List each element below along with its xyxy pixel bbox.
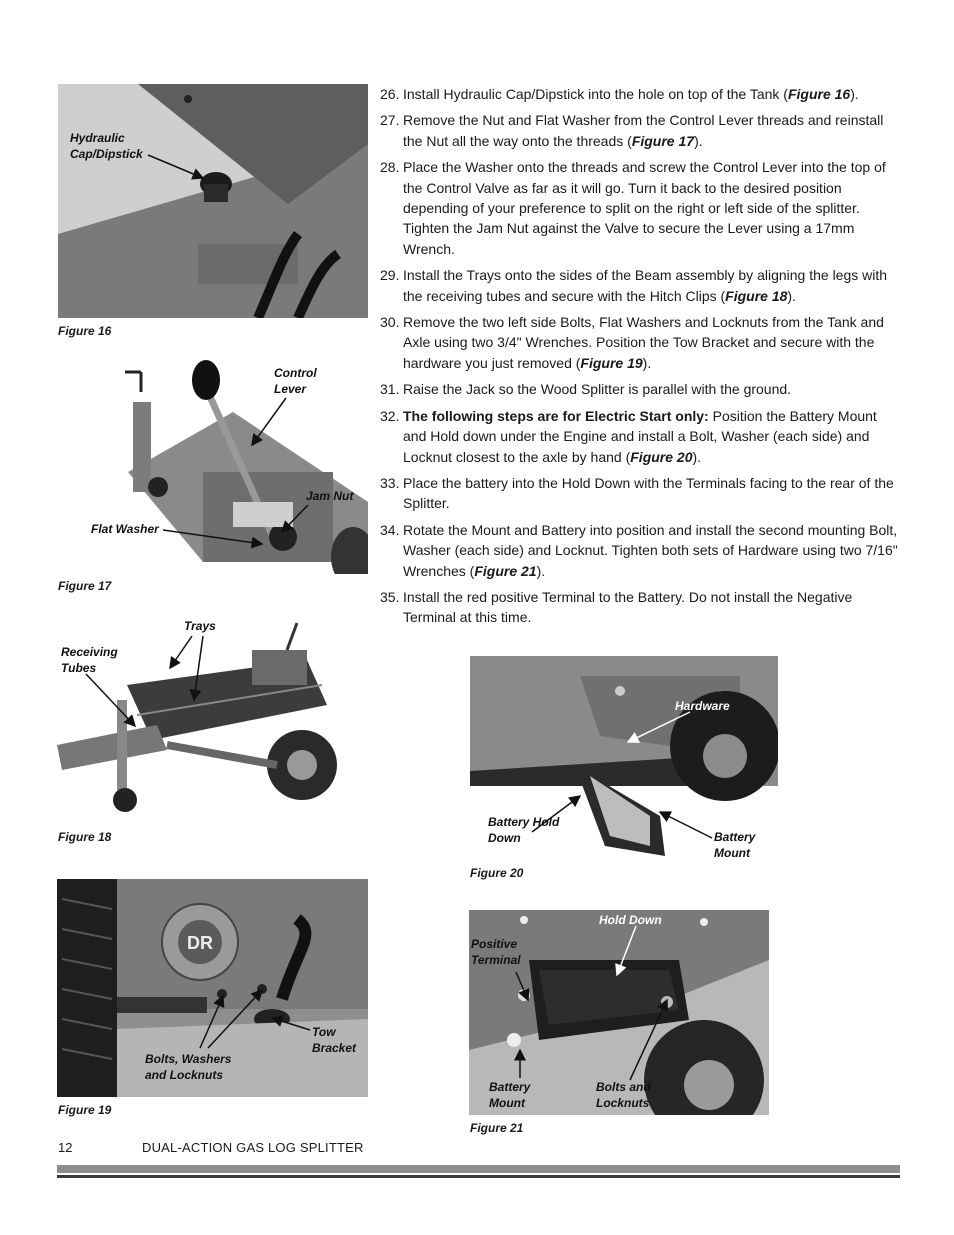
step-number: 27. — [380, 112, 400, 129]
step-number: 31. — [380, 381, 400, 398]
figure-16-caption: Figure 16 — [58, 324, 112, 338]
figure-20-caption: Figure 20 — [470, 866, 524, 880]
step-text: ). — [787, 287, 796, 304]
control-lever-illustration — [113, 352, 368, 574]
step-text: Position the Battery Mount and Hold down under the Engine and install a Bolt, Washer (each side) and Locknut closest to the axle by hand ( — [403, 407, 877, 465]
label-flat-washer: Flat Washer — [91, 522, 159, 536]
step-text: Place the battery into the Hold Down with the Terminals facing to the rear of the Splitter. — [403, 474, 894, 512]
step-number: 29. — [380, 267, 400, 284]
instruction-step — [380, 379, 900, 399]
figure-reference: Figure 18 — [725, 287, 788, 304]
label-battery-hold-down: Battery Hold Down — [488, 815, 560, 845]
step-number: 35. — [380, 588, 400, 605]
footer-rule — [57, 1165, 900, 1173]
label-positive-terminal: Positive Terminal — [471, 937, 521, 967]
step-number: 30. — [380, 314, 400, 331]
footer-rule-dark — [57, 1175, 900, 1178]
step-text: Install the Trays onto the sides of the Beam assembly by aligning the legs with the receiving tubes and secure with the Hitch Clips ( — [403, 267, 888, 304]
figure-19-caption: Figure 19 — [58, 1103, 112, 1117]
step-number: 32. — [380, 407, 400, 424]
figure-reference: Figure 16 — [787, 86, 851, 102]
step-text: ). — [642, 354, 652, 371]
figure-reference: Figure 20 — [630, 448, 693, 465]
label-receiving-tubes: Receiving Tubes — [61, 645, 118, 675]
step-number: 34. — [380, 521, 400, 538]
label-trays: Trays — [184, 619, 216, 633]
instruction-step — [380, 520, 900, 581]
footer-title: DUAL-ACTION GAS LOG SPLITTER — [142, 1140, 364, 1155]
label-bolts-and-locknuts: Bolts and Locknuts — [596, 1080, 651, 1110]
step-text: Remove the Nut and Flat Washer from the Control Lever threads and reinstall the Nut all the way onto the threads ( — [403, 112, 884, 149]
instruction-step — [380, 312, 900, 373]
instruction-step — [380, 473, 900, 514]
label-hold-down: Hold Down — [599, 913, 662, 927]
label-battery-mount-21: Battery Mount — [489, 1080, 531, 1110]
instruction-step — [380, 265, 900, 306]
step-text: Rotate the Mount and Battery into position and install the second mounting Bolt, Washer (each side) and Locknut. Tighten both sets of Hardware using two 7/16" Wrenches ( — [403, 521, 898, 579]
figure-17-photo — [113, 352, 368, 574]
label-bolts-washers-locknuts: Bolts, Washers and Locknuts — [145, 1052, 232, 1082]
dr-logo: DR — [187, 933, 213, 953]
log-splitter-tank-illustration — [58, 84, 368, 318]
label-hydraulic-cap: Hydraulic Cap/Dipstick — [70, 131, 143, 161]
instruction-step — [380, 587, 900, 628]
step-text: Raise the Jack so the Wood Splitter is parallel with the ground. — [403, 381, 792, 398]
step-number: 28. — [380, 159, 400, 176]
label-battery-mount-20: Battery Mount — [714, 830, 756, 860]
label-hardware: Hardware — [675, 699, 730, 713]
figure-16-photo — [58, 84, 368, 318]
step-emphasis: The following steps are for Electric Start only: — [403, 407, 709, 424]
label-jam-nut: Jam Nut — [306, 489, 354, 503]
step-text: ). — [692, 448, 702, 465]
step-text: Place the Washer onto the threads and screw the Control Lever into the top of the Control Valve as far as it will go. Turn it back to the desired position depending of your preference to split on the right or left side of the splitter. Tighten the Jam Nut against the Valve to secure the Lever using a 17mm Wrench. — [403, 159, 886, 257]
instruction-step — [380, 84, 900, 104]
instruction-step — [380, 157, 900, 259]
figure-reference: Figure 17 — [631, 132, 695, 149]
step-text: ). — [850, 86, 859, 102]
label-control-lever: Control Lever — [274, 366, 317, 396]
step-text: ). — [536, 562, 546, 579]
instruction-step — [380, 110, 900, 151]
figure-18-caption: Figure 18 — [58, 830, 112, 844]
figure-17-caption: Figure 17 — [58, 579, 112, 593]
label-tow-bracket: Tow Bracket — [312, 1025, 357, 1055]
step-text: Remove the two left side Bolts, Flat Washers and Locknuts from the Tank and Axle using two 3/4" Wrenches. Position the Tow Bracket and secure with the hardware you just removed ( — [403, 314, 884, 371]
figure-reference: Figure 19 — [580, 354, 643, 371]
instruction-steps — [380, 84, 900, 634]
step-text: Install the red positive Terminal to the Battery. Do not install the Negative Terminal at this time. — [403, 588, 853, 626]
step-number: 26. — [380, 86, 400, 102]
instruction-step — [380, 406, 900, 467]
step-number: 33. — [380, 474, 400, 491]
step-text: ). — [694, 132, 703, 149]
page-number: 12 — [58, 1140, 73, 1155]
step-text: Install Hydraulic Cap/Dipstick into the hole on top of the Tank ( — [403, 86, 788, 102]
figure-21-caption: Figure 21 — [470, 1121, 524, 1135]
figure-reference: Figure 21 — [474, 562, 537, 579]
